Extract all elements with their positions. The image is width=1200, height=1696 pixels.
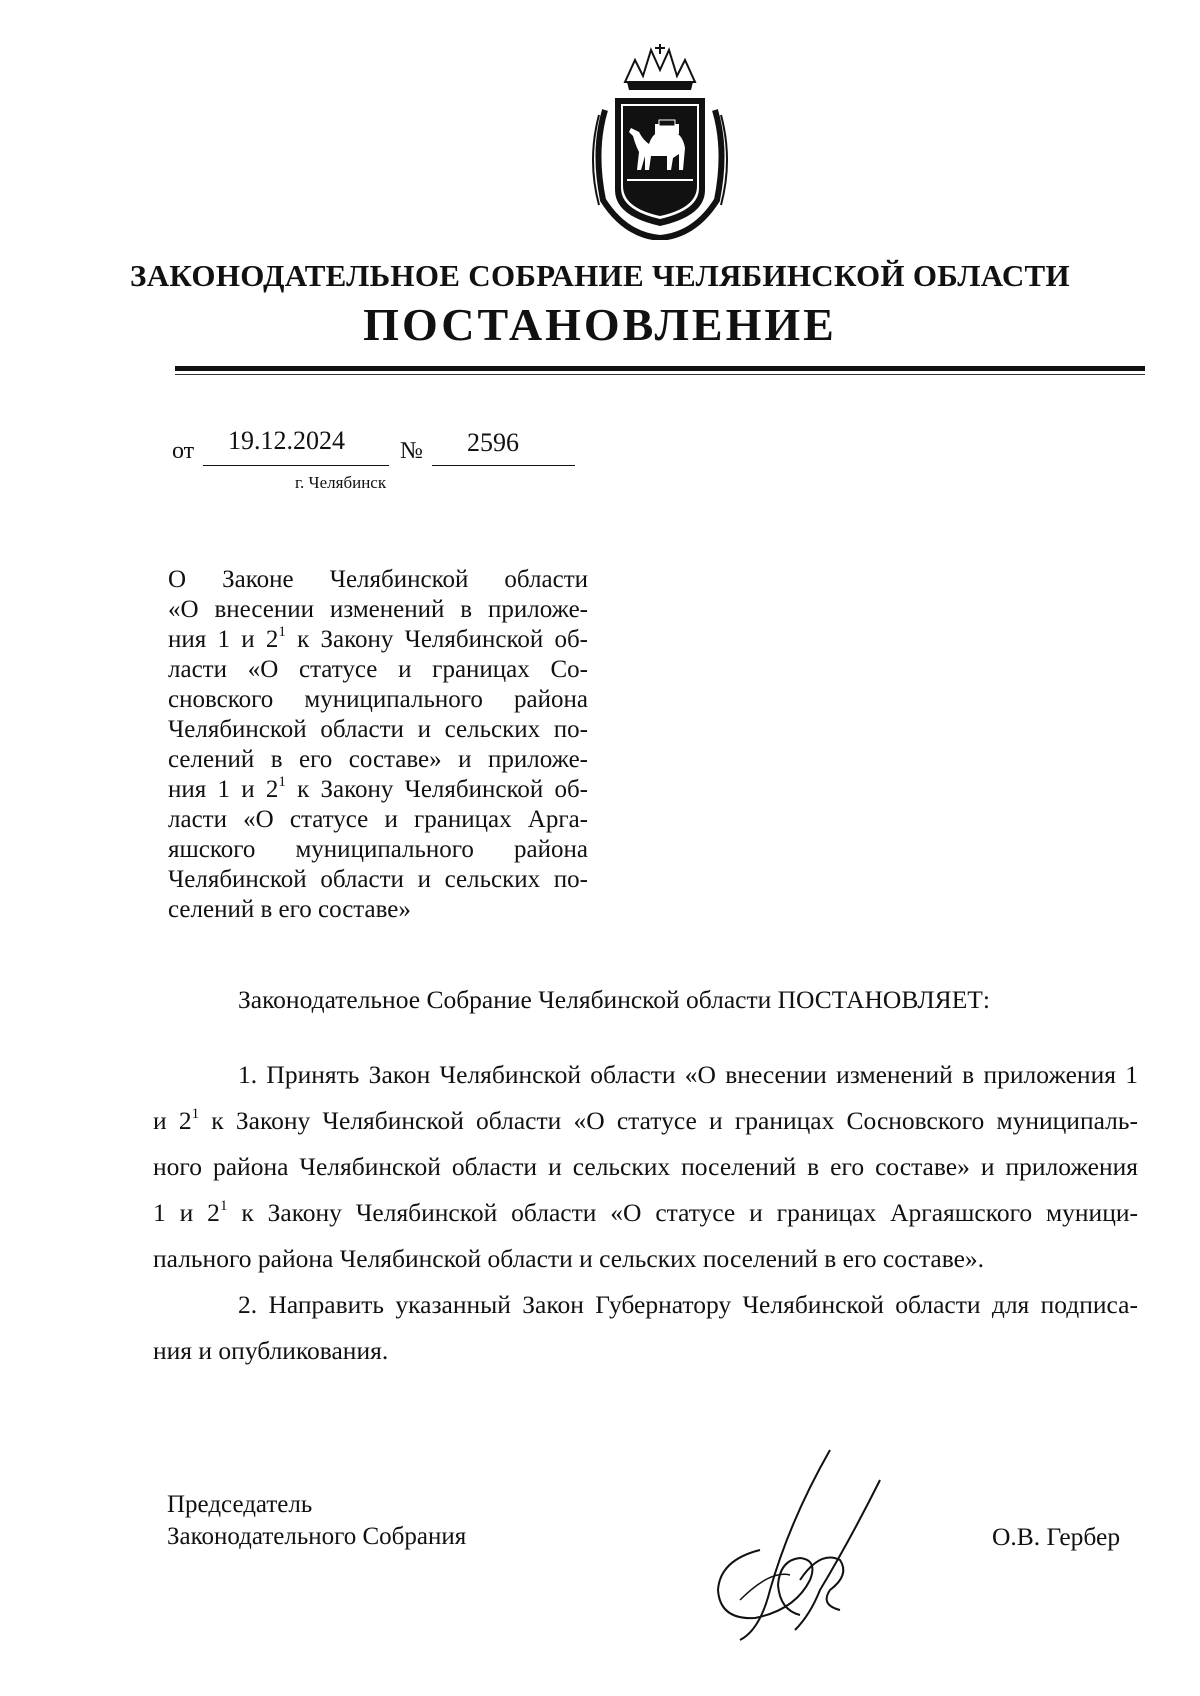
subject-line: селений в его составе»	[168, 896, 411, 923]
signatory-title-line: Председатель	[167, 1491, 313, 1518]
date-underline	[203, 465, 389, 466]
subject-line: «О внесении изменений в приложе-	[168, 596, 588, 623]
item-1-line: 1 и $2^1$ к Закону Челябинской области «О статусе и границах Аргаяшского муници-	[153, 1198, 1138, 1227]
coat-of-arms-icon	[585, 40, 735, 240]
item-1-line: ного района Челябинской области и сельских поселений в его составе» и приложения	[153, 1152, 1138, 1181]
subject-line: Челябинской области и сельских по-	[168, 716, 588, 743]
resolution-items	[153, 1052, 1138, 1374]
item-2-line: ния и опубликования.	[153, 1336, 389, 1365]
date-label: от	[172, 438, 195, 464]
document-date: 19.12.2024	[228, 426, 345, 455]
subject-line: Челябинской области и сельских по-	[168, 866, 588, 893]
signatory-title	[167, 1489, 466, 1553]
item-1-line: и $2^1$ к Закону Челябинской области «О статусе и границах Сосновского муниципаль-	[153, 1106, 1138, 1135]
subject-line: селений в его составе» и приложе-	[168, 746, 588, 773]
subject-line: ласти «О статусе и границах Арга-	[168, 806, 588, 833]
subject-line: ласти «О статусе и границах Со-	[168, 656, 588, 683]
document-type-title: ПОСТАНОВЛЕНИЕ	[363, 299, 837, 350]
document-subject	[168, 565, 588, 925]
item-2-line: 2. Направить указанный Закон Губернатору Челябинской области для подписа-	[238, 1290, 1138, 1319]
item-1-line: 1. Принять Закон Челябинской области «О внесении изменений в приложения 1	[238, 1060, 1138, 1089]
header-rule-thin	[175, 374, 1145, 375]
subject-line: яшского муниципального района	[168, 836, 588, 863]
organization-title: ЗАКОНОДАТЕЛЬНОЕ СОБРАНИЕ ЧЕЛЯБИНСКОЙ ОБЛАСТИ	[130, 258, 1070, 293]
number-label: №	[400, 438, 423, 464]
subject-line: сновского муниципального района	[168, 686, 588, 713]
header-rule	[175, 366, 1145, 371]
signatory-title-line: Законодательного Собрания	[167, 1523, 467, 1550]
subject-line: ния 1 и $2^1$ к Закону Челябинской об-	[168, 624, 588, 653]
subject-line: ния 1 и $2^1$ к Закону Челябинской об-	[168, 774, 588, 803]
document-number: 2596	[467, 428, 519, 457]
number-underline	[432, 465, 575, 466]
city-label: г. Челябинск	[295, 473, 387, 492]
subject-line: О Законе Челябинской области	[168, 566, 588, 593]
handwritten-signature-icon	[700, 1440, 920, 1660]
item-1-line: пального района Челябинской области и сельских поселений в его составе».	[153, 1244, 985, 1273]
decree-statement: Законодательное Собрание Челябинской области ПОСТАНОВЛЯЕТ:	[238, 985, 990, 1014]
signatory-name: О.В. Гербер	[992, 1522, 1121, 1551]
